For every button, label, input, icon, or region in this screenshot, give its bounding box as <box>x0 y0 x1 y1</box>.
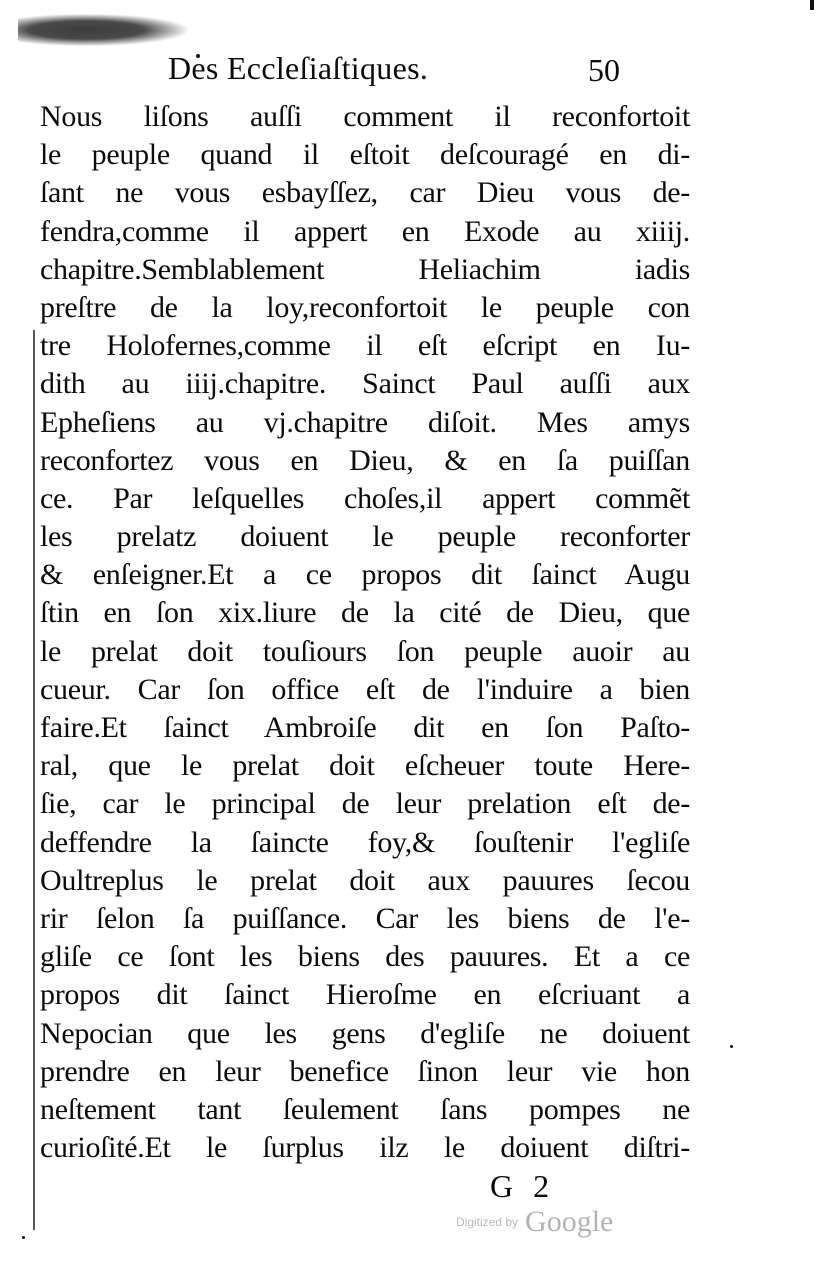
text-line: propos dit ſainct Hieroſme en eſcriuant a <box>40 978 690 1012</box>
ink-smudge <box>18 14 188 46</box>
text-line: Nepocian que les gens d'egliſe ne doiuent <box>40 1016 690 1050</box>
text-line: ce. Par leſquelles choſes,il appert commẽt <box>40 481 690 515</box>
text-line: tre Holofernes,comme il eſt eſcript en Iu- <box>40 329 690 363</box>
text-line: faire.Et ſainct Ambroiſe dit en ſon Paſto- <box>40 711 690 744</box>
page-gutter-edge <box>33 330 35 1230</box>
google-logo: Google <box>525 1205 614 1238</box>
running-head <box>168 50 638 90</box>
text-line: le peuple quand il eſtoit deſcouragé en di- <box>40 138 690 172</box>
text-line: Nous liſons auſſi comment il reconfortoit <box>40 100 690 133</box>
text-line: ſtin en ſon xix.liure de la cité de Dieu, que <box>40 596 690 630</box>
text-line: cueur. Car ſon office eſt de l'induire a bien <box>40 672 690 706</box>
body-text <box>40 98 690 1167</box>
text-line: Epheſiens au vj.chapitre diſoit. Mes amys <box>40 405 690 439</box>
text-line: preſtre de la loy,reconfortoit le peuple con <box>40 290 690 324</box>
text-line: ſie, car le principal de leur prelation eſt de- <box>40 787 690 821</box>
text-line: & enſeigner.Et a ce propos dit ſainct Augu <box>40 558 690 592</box>
text-line: prendre en leur benefice ſinon leur vie hon <box>40 1054 690 1088</box>
running-title: Des Eccleſiaſtiques. <box>168 50 429 86</box>
text-line: deffendre la ſaincte foy,& ſouſtenir l'egliſe <box>40 825 690 859</box>
page-number: 50 <box>588 52 620 88</box>
text-line: gliſe ce ſont les biens des pauures. Et a ce <box>40 940 690 974</box>
ink-speck <box>730 1045 733 1048</box>
text-line: Oultreplus le prelat doit aux pauures ſecou <box>40 863 690 897</box>
text-line: ſant ne vous esbayſſez, car Dieu vous de- <box>40 176 690 210</box>
signature-mark: G 2 <box>490 1168 556 1204</box>
text-line: les prelatz doiuent le peuple reconforter <box>40 520 690 554</box>
scan-edge-mark <box>810 0 814 10</box>
text-line: ral, que le prelat doit eſcheuer toute Here- <box>40 749 690 783</box>
text-line: chapitre.Semblablement Heliachim iadis <box>40 252 690 286</box>
text-line: curioſité.Et le ſurplus ilz le doiuent diſtri- <box>40 1131 690 1165</box>
text-line: rir ſelon ſa puiſſance. Car les biens de l'e- <box>40 901 690 935</box>
watermark-prefix: Digitized by <box>456 1215 519 1229</box>
text-line: neſtement tant ſeulement ſans pompes ne <box>40 1092 690 1126</box>
text-line: reconfortez vous en Dieu, & en ſa puiſſan <box>40 443 690 477</box>
text-line: fendra,comme il appert en Exode au xiiij. <box>40 214 690 248</box>
text-line: dith au iiij.chapitre. Sainct Paul auſſi aux <box>40 367 690 401</box>
text-line: le prelat doit touſiours ſon peuple auoir au <box>40 634 690 668</box>
ink-speck <box>22 1236 25 1239</box>
digitization-watermark <box>456 1205 613 1239</box>
